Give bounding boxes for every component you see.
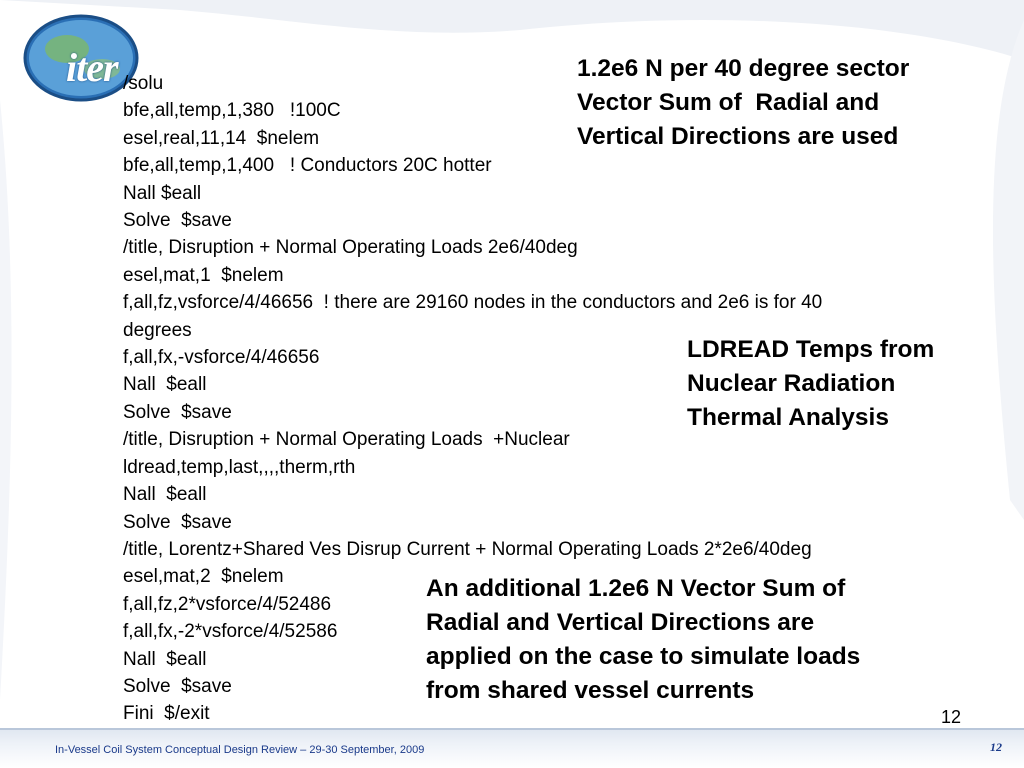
code-line: bfe,all,temp,1,380 !100C [123, 100, 341, 122]
code-line: bfe,all,temp,1,400 ! Conductors 20C hotter [123, 155, 492, 177]
code-line: Solve $save [123, 675, 232, 697]
code-line: f,all,fz,2*vsforce/4/52486 [123, 593, 332, 615]
footer-page-number: 12 [990, 740, 1002, 754]
ldread-note: LDREAD Temps from Nuclear Radiation Thermal Analysis [687, 336, 935, 431]
code-line: /solu [123, 73, 164, 94]
additional-load-note: An additional 1.2e6 N Vector Sum of Radial and Vertical Directions are applied on the case to simulate loads from shared vessel currents [426, 575, 861, 704]
code-line: /title, Lorentz+Shared Ves Disrup Current + Normal Operating Loads 2*2e6/40deg [123, 538, 812, 560]
code-line: Nall $eall [123, 484, 207, 506]
code-line: /title, Disruption + Normal Operating Loads +Nuclear [123, 429, 570, 451]
code-line: Fini $/exit [123, 703, 210, 725]
code-line: esel,mat,2 $nelem [123, 566, 284, 588]
logo-text: iter [66, 45, 118, 90]
code-line: esel,mat,1 $nelem [123, 264, 284, 286]
footer-text: In-Vessel Coil System Conceptual Design Review – 29-30 September, 2009 [55, 744, 425, 756]
code-line: esel,real,11,14 $nelem [123, 127, 320, 149]
code-line: degrees [123, 319, 192, 341]
code-line: f,all,fx,-2*vsforce/4/52586 [123, 621, 338, 643]
code-line: Solve $save [123, 401, 232, 423]
code-line: Solve $save [123, 210, 232, 232]
code-line: Nall $eall [123, 374, 207, 396]
footer-divider [0, 728, 1024, 730]
code-line: Nall $eall [123, 182, 202, 204]
code-line: f,all,fx,-vsforce/4/46656 [123, 347, 320, 369]
code-line: ldread,temp,last,,,,therm,rth [123, 456, 356, 478]
code-line: Solve $save [123, 511, 232, 533]
code-line: Nall $eall [123, 648, 207, 670]
code-line: f,all,fz,vsforce/4/46656 ! there are 29160 nodes in the conductors and 2e6 is for 40 [123, 292, 823, 314]
slide-page-number: 12 [941, 707, 962, 727]
code-line: /title, Disruption + Normal Operating Loads 2e6/40deg [123, 237, 578, 259]
sector-load-note: 1.2e6 N per 40 degree sector Vector Sum of Radial and Vertical Directions are used [577, 55, 910, 150]
